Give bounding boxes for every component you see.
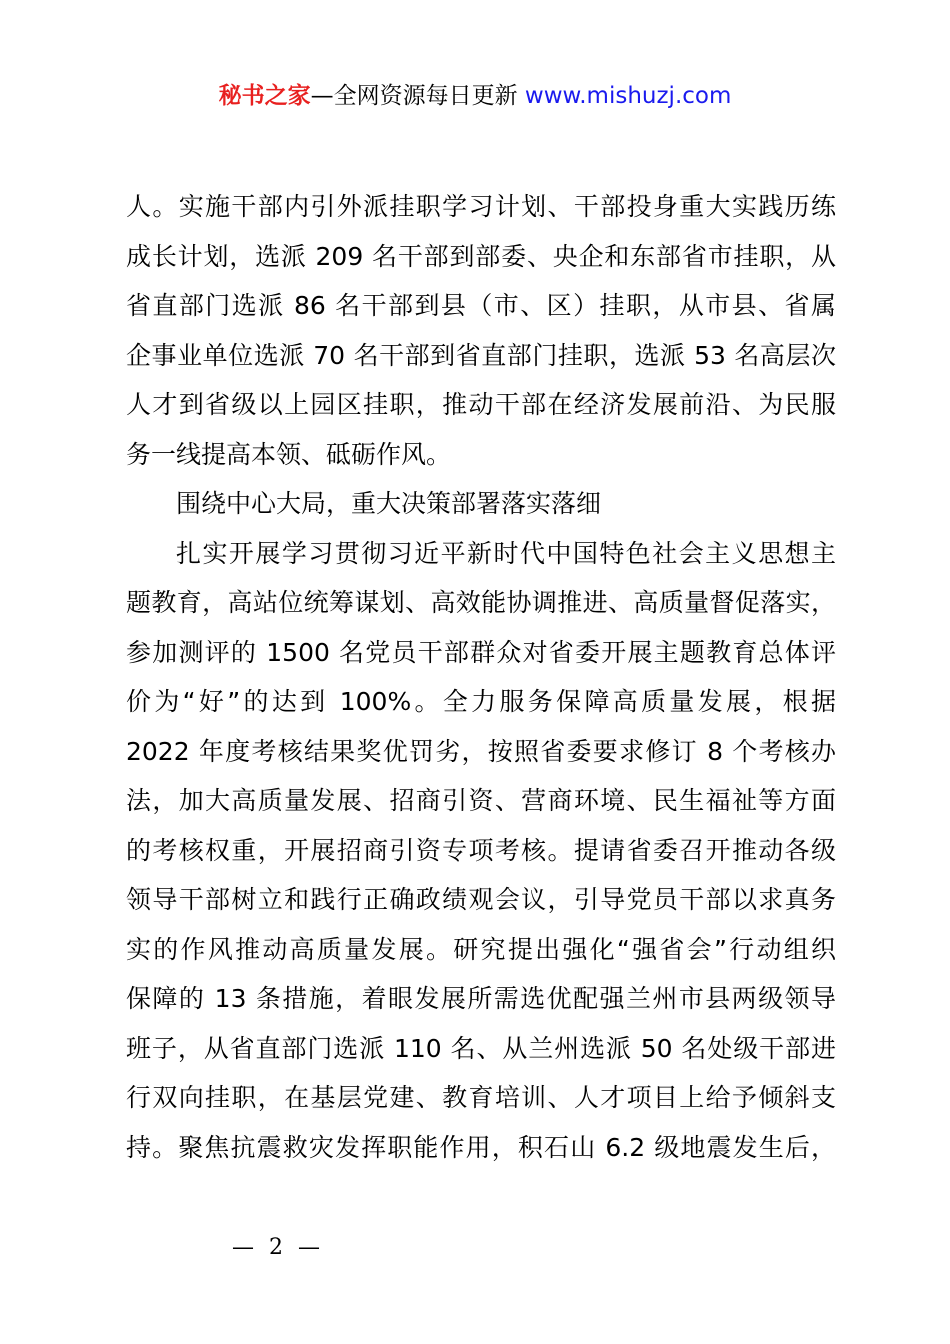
text-line: 参加测评的 1500 名党员干部群众对省委开展主题教育总体评 [126,637,836,667]
site-brand: 秘书之家 [218,83,311,109]
text-line: 务一线提高本领、砥砺作风。 [126,439,452,469]
text-line: 班子，从省直部门选派 110 名、从兰州选派 50 名处级干部进 [126,1033,836,1063]
text-line: 持。聚焦抗震救灾发挥职能作用，积石山 6.2 级地震发生后， [126,1132,836,1162]
site-header [0,80,950,112]
text-line: 企事业单位选派 70 名干部到省直部门挂职，选派 53 名高层次 [126,340,836,370]
text-line: 2022 年度考核结果奖优罚劣，按照省委要求修订 8 个考核办 [126,736,836,766]
document-body [126,182,836,1172]
text-line: 扎实开展学习贯彻习近平新时代中国特色社会主义思想主 [176,538,836,568]
page-number: — 2 — [232,1235,324,1260]
text-line: 省直部门选派 86 名干部到县（市、区）挂职，从市县、省属 [126,291,836,320]
text-line: 保障的 13 条措施，着眼发展所需选优配强兰州市县两级领导 [126,984,836,1013]
text-line: 成长计划，选派 209 名干部到部委、央企和东部省市挂职，从 [126,241,836,271]
text-line: 人。实施干部内引外派挂职学习计划、干部投身重大实践历练 [126,192,836,221]
text-line: 领导干部树立和践行正确政绩观会议，引导党员干部以求真务 [126,885,836,914]
text-line: 的考核权重，开展招商引资专项考核。提请省委召开推动各级 [126,835,836,865]
section-heading: 围绕中心大局，重大决策部署落实落细 [176,489,602,518]
text-line: 价为“好”的达到 100%。全力服务保障高质量发展，根据 [126,687,836,716]
text-line: 实的作风推动高质量发展。研究提出强化“强省会”行动组织 [126,934,836,964]
text-line: 题教育，高站位统筹谋划、高效能协调推进、高质量督促落实， [126,588,836,617]
site-tagline: —全网资源每日更新 [310,83,518,109]
text-line: 法，加大高质量发展、招商引资、营商环境、民生福祉等方面 [126,786,836,815]
text-line: 人才到省级以上园区挂职，推动干部在经济发展前沿、为民服 [126,390,836,419]
site-url-link[interactable]: www.mishuzj.com [524,83,732,109]
text-line: 行双向挂职，在基层党建、教育培训、人才项目上给予倾斜支 [126,1083,836,1112]
